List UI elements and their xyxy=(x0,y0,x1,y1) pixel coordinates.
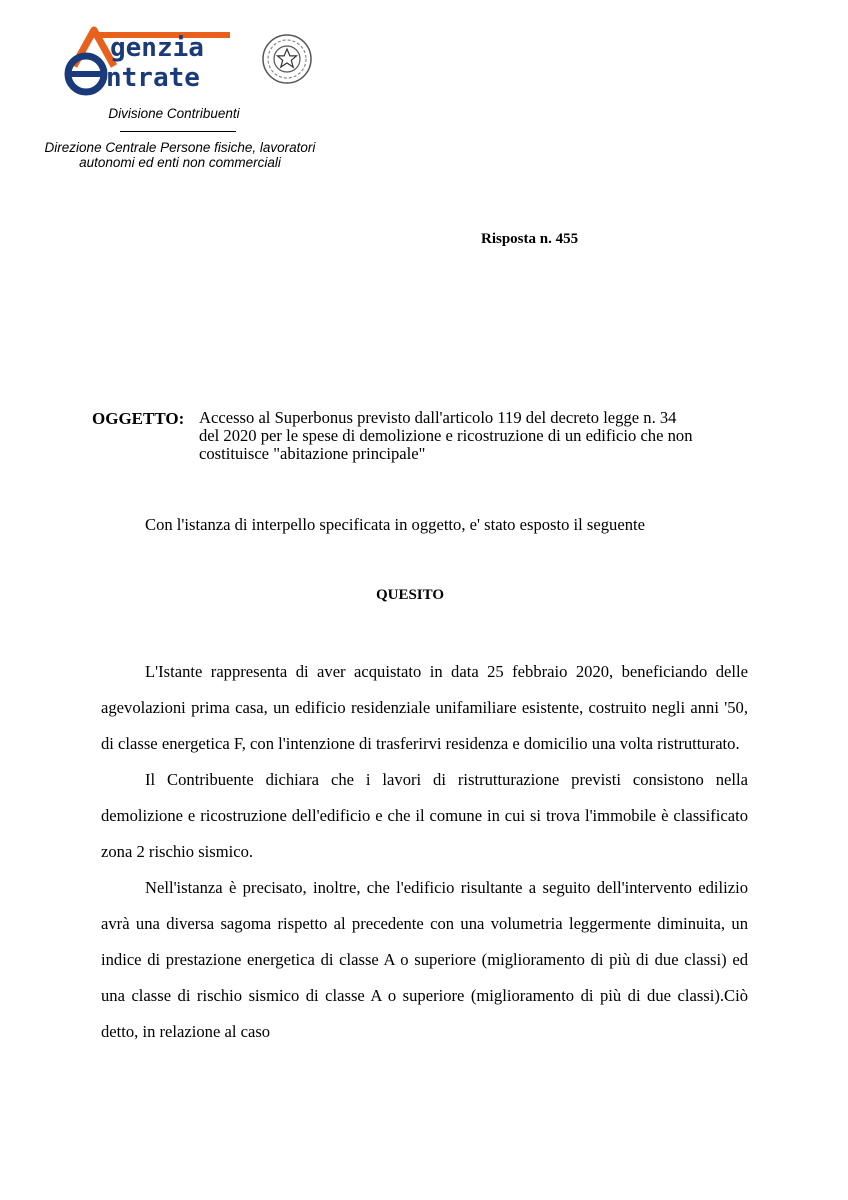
paragraph-2: Il Contribuente dichiara che i lavori di ristrutturazione previsti consistono nella demolizione e ricostruzione dell'edificio e che il comune in cui si trova l'immobile è classificato zona 2 rischio sismico. xyxy=(101,770,748,861)
oggetto-line1: Accesso al Superbonus previsto dall'articolo 119 del decreto legge n. 34 xyxy=(199,408,677,427)
direzione-line1: Direzione Centrale Persone fisiche, lavoratori xyxy=(44,140,316,155)
direzione-name xyxy=(14,140,346,170)
division-name: Divisione Contribuenti xyxy=(108,106,240,121)
paragraph-1: L'Istante rappresenta di aver acquistato in data 25 febbraio 2020, beneficiando delle agevolazioni prima casa, un edificio residenziale unifamiliare esistente, costruito negli anni '50, di classe energetica F, con l'intenzione di trasferirvi residenza e domicilio una volta ristrutturato. xyxy=(101,662,748,753)
risposta-number: Risposta n. 455 xyxy=(481,231,579,247)
logo-line1: genzia xyxy=(110,33,204,63)
oggetto-label: OGGETTO: xyxy=(92,409,185,428)
oggetto-line2: del 2020 per le spese di demolizione e ricostruzione di un edificio che non xyxy=(199,426,693,445)
paragraph-3: Nell'istanza è precisato, inoltre, che l'edificio risultante a seguito dell'intervento edilizio avrà una diversa sagoma rispetto al precedente con una volumetria leggermente diminuita, un indice di prestazione energetica di classe A o superiore (miglioramento di più di due classi) ed una classe di rischio sismico di classe A o superiore (miglioramento di più di due classi).Ciò detto, in relazione al caso xyxy=(101,878,748,1041)
intro-sentence: Con l'istanza di interpello specificata in oggetto, e' stato esposto il seguente xyxy=(145,515,645,534)
direzione-line2: autonomi ed enti non commerciali xyxy=(79,155,281,170)
logo-line2: ntrate xyxy=(106,63,200,93)
body-text xyxy=(101,654,748,1050)
oggetto-line3: costituisce "abitazione principale" xyxy=(199,444,426,463)
division-divider xyxy=(120,131,236,132)
italian-republic-emblem-icon xyxy=(263,35,311,83)
quesito-heading: QUESITO xyxy=(375,587,445,603)
agenzia-entrate-logo xyxy=(62,26,322,96)
oggetto-text xyxy=(199,409,769,463)
